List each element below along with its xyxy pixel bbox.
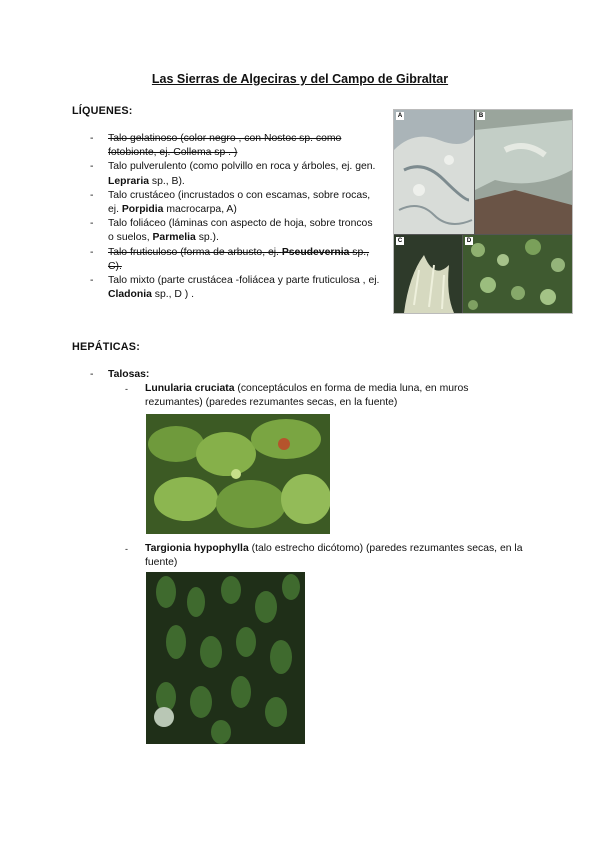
species-entry-lunularia bbox=[125, 382, 525, 410]
fruticose-lichen-texture bbox=[394, 235, 462, 313]
list-dash: - bbox=[90, 218, 94, 230]
lichen-item-text bbox=[108, 190, 370, 215]
lichen-item-text bbox=[108, 161, 375, 186]
lichen-list-item bbox=[90, 189, 380, 217]
lichen-list-item bbox=[90, 274, 380, 302]
photo-label-a: A bbox=[397, 113, 403, 119]
lichen-photo-c bbox=[394, 235, 462, 313]
lunularia-photo bbox=[146, 414, 330, 534]
text-run: sp., C). bbox=[108, 246, 370, 272]
genus-name: Parmelia bbox=[152, 232, 196, 244]
species-name: Lunularia cruciata bbox=[145, 383, 235, 394]
leprose-lichen-texture bbox=[475, 110, 572, 234]
photo-label-c: C bbox=[397, 238, 403, 244]
section-heading-liquenes: LÍQUENES: bbox=[72, 105, 133, 117]
crustose-lichen-texture bbox=[394, 110, 474, 234]
lichen-photo-grid bbox=[393, 109, 573, 314]
text-run: sp., B). bbox=[149, 175, 185, 187]
text-run: Talo foliáceo (láminas con aspecto de hoja, sobre troncos o suelos, bbox=[108, 218, 373, 244]
lichen-list-item bbox=[90, 160, 380, 188]
photo-label-d: D bbox=[466, 238, 472, 244]
list-dash: - bbox=[90, 133, 94, 144]
genus-name: Lepraria bbox=[108, 175, 150, 187]
sub-dash: - bbox=[125, 384, 128, 394]
list-dash: - bbox=[90, 275, 94, 287]
lichen-list-item bbox=[90, 132, 380, 160]
lichen-list-item bbox=[90, 217, 380, 245]
list-dash: - bbox=[90, 161, 94, 173]
hepaticas-group bbox=[90, 368, 540, 382]
mixed-thallus-lichen-texture bbox=[463, 235, 572, 313]
list-dash: - bbox=[90, 369, 94, 380]
list-dash: - bbox=[90, 246, 94, 258]
page-title: Las Sierras de Algeciras y del Campo de Gibraltar bbox=[151, 72, 449, 86]
text-run: macrocarpa, A) bbox=[163, 204, 237, 216]
photo-label-b: B bbox=[478, 113, 484, 119]
lichen-item-text bbox=[108, 275, 379, 300]
text-run: sp.). bbox=[195, 232, 219, 244]
lichen-item-text bbox=[108, 133, 341, 158]
sub-dash: - bbox=[125, 544, 128, 554]
targionia-photo bbox=[146, 572, 305, 744]
text-run: Talo crustáceo (incrustados o con escamas, sobre rocas, ej. bbox=[108, 189, 371, 216]
liverwort-dichotomous-image bbox=[146, 572, 305, 744]
species-description: (talo estrecho dicótomo) (paredes rezumantes secas, en la fuente) bbox=[145, 543, 523, 569]
genus-name: Cladonia bbox=[108, 289, 152, 301]
text-run: Talo mixto (parte crustácea -foliácea y parte fruticulosa , ej. bbox=[108, 275, 380, 287]
text-run: sp., D ) . bbox=[151, 289, 195, 301]
lichen-list-item bbox=[90, 246, 380, 274]
text-run: Talo fruticuloso (forma de arbusto, ej. bbox=[108, 246, 282, 258]
species-entry-targionia bbox=[125, 542, 525, 570]
species-description: (conceptáculos en forma de media luna, en muros rezumantes) (paredes rezumantes secas, en la fuente) bbox=[145, 383, 469, 409]
section-heading-hepaticas: HEPÁTICAS: bbox=[72, 341, 140, 353]
lichen-photo-b bbox=[475, 110, 572, 234]
liverwort-thallus-image bbox=[146, 414, 330, 534]
text-run: Talo gelatinoso (color negro , con Nostoc sp. como fotobionte, ej. Collema sp . ) bbox=[108, 133, 342, 159]
lichen-item-text bbox=[108, 218, 373, 243]
lichen-types-list bbox=[90, 132, 380, 302]
lichen-photo-d bbox=[463, 235, 572, 313]
group-label: Talosas: bbox=[108, 369, 150, 380]
list-item-talosas bbox=[90, 368, 540, 382]
list-dash: - bbox=[90, 189, 94, 201]
lichen-photo-a bbox=[394, 110, 474, 234]
genus-name: Porpidia bbox=[121, 204, 164, 216]
genus-name: Pseudevernia bbox=[281, 246, 350, 258]
text-run: Talo pulverulento (como polvillo en roca y árboles, ej. gen. bbox=[108, 161, 376, 173]
species-name: Targionia hypophylla bbox=[145, 543, 249, 554]
lichen-item-text bbox=[108, 247, 369, 272]
